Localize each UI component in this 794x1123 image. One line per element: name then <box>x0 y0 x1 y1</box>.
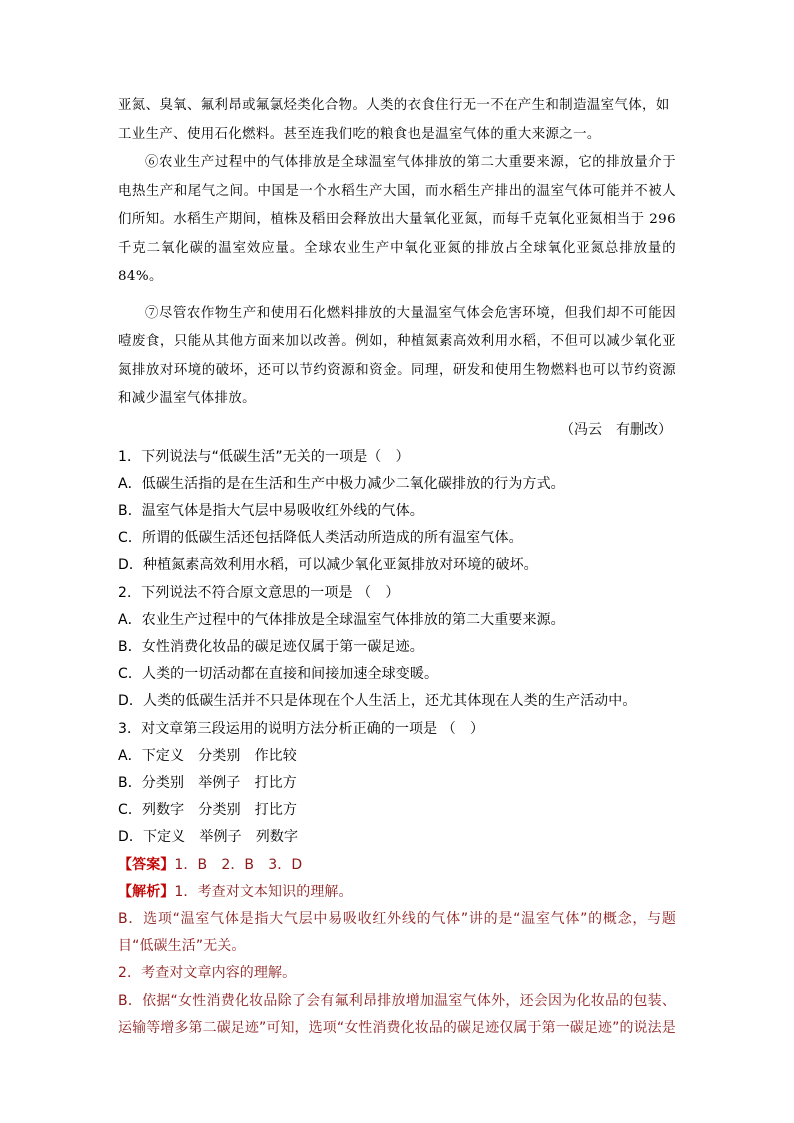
question-1-stem: 1．下列说法与“低碳生活”无关的一项是（ ） <box>118 448 410 465</box>
answer-line <box>118 852 676 879</box>
reading-passage <box>118 92 676 414</box>
question-3-option-c: C．列数字 分类别 打比方 <box>118 802 298 819</box>
question-2-option-a: A．农业生产过程中的气体排放是全球温室气体排放的第二大重要来源。 <box>118 611 565 628</box>
question-2-option-b: B．女性消费化妆品的碳足迹仅属于第一碳足迹。 <box>118 638 424 655</box>
question-3-option-d: D．下定义 举例子 列数字 <box>118 829 299 846</box>
analysis-1b: B．选项“温室气体是指大气层中易吸收红外线的气体”讲的是“温室气体”的概念，与题目“低碳生活”无关。 <box>118 910 676 955</box>
analysis-line-1 <box>118 879 676 906</box>
question-3-option-b: B．分类别 举例子 打比方 <box>118 774 297 791</box>
analysis-tag: 【解析】 <box>118 883 175 900</box>
question-2-option-d: D．人类的低碳生活并不只是体现在个人生活上，还尤其体现在人类的生产活动中。 <box>118 693 637 710</box>
source-attribution: （冯云 有删改） <box>560 421 672 438</box>
answer-tag: 【答案】 <box>118 856 175 873</box>
question-3-stem: 3．对文章第三段运用的说明方法分析正确的一项是 （ ） <box>118 720 485 737</box>
answer-text: 1．B 2．B 3．D <box>174 856 303 873</box>
question-3-option-a: A．下定义 分类别 作比较 <box>118 747 297 764</box>
questions-section <box>118 444 676 1042</box>
paragraph-6: ⑥农业生产过程中的气体排放是全球温室气体排放的第二大重要来源，它的排放量介于电热生产和尾气之间。中国是一个水稻生产大国，而水稻生产排出的温室气体可能并不被人们所知。水稻生产期间，植株及稻田会释放出大量氧化亚氮，而每千克氧化亚氮相当于 296 千克二氧化碳的温室效应量。全球农业生产中氧化亚氮的排放占全球氧化亚氮总排放量的 84%。 <box>118 155 676 284</box>
question-2-stem: 2．下列说法不符合原文意思的一项是 （ ） <box>118 584 400 601</box>
question-1-option-b: B．温室气体是指大气层中易吸收红外线的气体。 <box>118 502 424 519</box>
paragraph-5-tail-line-1: 亚氮、臭氧、氟利昂或氟氯烃类化合物。人类的衣食住行无一不在产生和制造温室气体，如 <box>118 98 670 113</box>
paragraph-5-tail-line-2: 工业生产、使用石化燃料。甚至连我们吃的粮食也是温室气体的重大来源之一。 <box>118 126 601 142</box>
question-2-option-c: C．人类的一切活动都在直接和间接加速全球变暖。 <box>118 666 439 683</box>
question-1-option-c: C．所谓的低碳生活还包括降低人类活动所造成的所有温室气体。 <box>118 530 523 547</box>
question-1-option-a: A．低碳生活指的是在生活和生产中极力减少二氧化碳排放的行为方式。 <box>118 475 565 492</box>
question-1-option-d: D．种植氮素高效利用水稻，可以减少氧化亚氮排放对环境的破坏。 <box>118 557 538 574</box>
analysis-point-1: 1．考查对文本知识的理解。 <box>174 883 353 900</box>
paragraph-7: ⑦尽管农作物生产和使用石化燃料排放的大量温室气体会危害环境，但我们却不可能因噎废食，只能从其他方面来加以改善。例如，种植氮素高效利用水稻，不但可以减少氧化亚氮排放对环境的破坏，还可以节约资源和资金。同理，研发和使用生物燃料也可以节约资源和减少温室气体排放。 <box>118 305 676 406</box>
analysis-point-2: 2．考查对文章内容的理解。 <box>118 965 297 982</box>
analysis-2b: B．依据“女性消费化妆品除了会有氟利昂排放增加温室气体外，还会因为化妆品的包装、运输等增多第二碳足迹”可知，选项“女性消费化妆品的碳足迹仅属于第一碳足迹”的说法是 <box>118 992 676 1036</box>
